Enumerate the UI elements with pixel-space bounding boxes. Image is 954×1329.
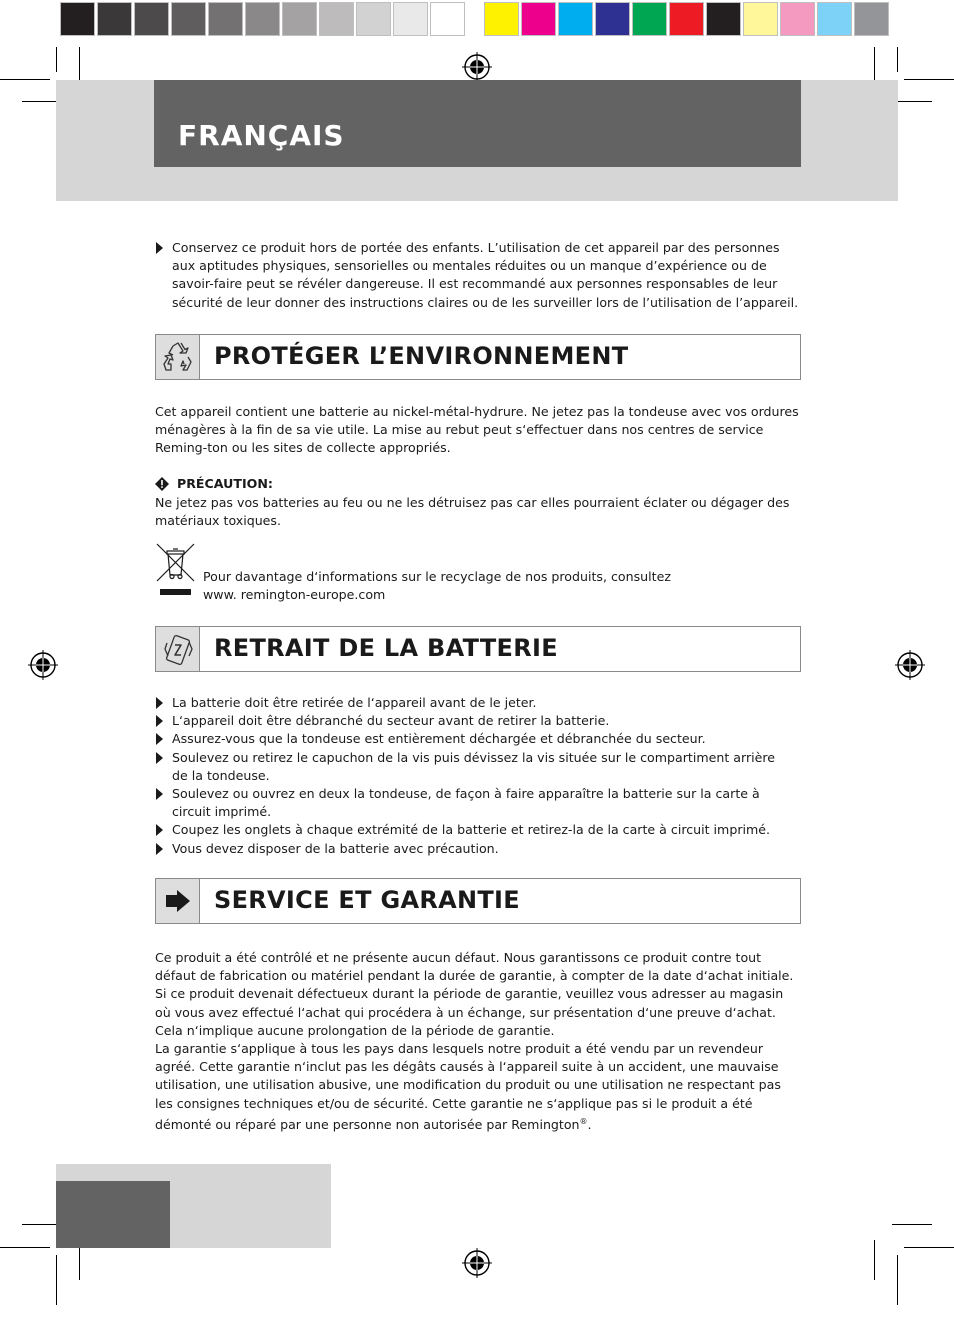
section-heading-warranty xyxy=(155,878,801,924)
list-item: Conservez ce produit hors de portée des enfants. L’utilisation de cet appareil par des personnes aux aptitudes physiques, sensorielles ou mentales réduites ou un manque d’expérience ou de savoir-faire peut se révéler dangereuse. Il est recommandé aux personnes responsables de leur sécurité de leur donner des instructions claires ou de les surveiller lors de l’utilisation de l’appareil. xyxy=(155,239,800,312)
list-item: Coupez les onglets à chaque extrémité de la batterie et retirez-la de la carte à circuit imprimé. xyxy=(155,821,800,839)
color-swatch xyxy=(669,2,704,36)
color-swatch xyxy=(521,2,556,36)
color-swatch xyxy=(484,2,519,36)
caution-heading xyxy=(155,476,273,491)
recycling-info xyxy=(203,568,671,604)
sentence-end: . xyxy=(587,1117,592,1133)
color-swatch xyxy=(817,2,852,36)
color-swatch xyxy=(97,2,132,36)
color-swatch xyxy=(208,2,243,36)
color-swatch xyxy=(356,2,391,36)
crop-mark xyxy=(892,1224,932,1225)
registered-mark: ® xyxy=(579,1116,588,1126)
list-item: Vous devez disposer de la batterie avec précaution. xyxy=(155,840,800,858)
color-swatch xyxy=(393,2,428,36)
registration-mark-icon xyxy=(895,650,925,680)
recycle-icon xyxy=(156,335,200,379)
section-title: PROTÉGER L’ENVIRONNEMENT xyxy=(214,342,629,370)
list-item: L‘appareil doit être débranché du secteur avant de retirer la batterie. xyxy=(155,712,800,730)
color-swatch xyxy=(595,2,630,36)
color-swatch xyxy=(743,2,778,36)
section-title: SERVICE ET GARANTIE xyxy=(214,886,520,914)
crop-mark xyxy=(874,1240,875,1280)
crop-mark xyxy=(892,101,932,102)
section-title: RETRAIT DE LA BATTERIE xyxy=(214,634,558,662)
recycling-info-line: Pour davantage d‘informations sur le recyclage de nos produits, consultez xyxy=(203,569,671,584)
website-link[interactable]: www. remington-europe.com xyxy=(203,587,386,603)
color-swatch xyxy=(854,2,889,36)
crop-mark xyxy=(56,1255,57,1305)
color-swatch xyxy=(632,2,667,36)
color-swatch xyxy=(319,2,354,36)
list-item: Soulevez ou retirez le capuchon de la vis puis dévissez la vis située sur le compartiment arrière de la tondeuse. xyxy=(155,749,800,785)
warranty-paragraph: Ce produit a été contrôlé et ne présente aucun défaut. Nous garantissons ce produit contre tout défaut de fabrication ou matériel pendant la durée de garantie, à compter de la date d‘achat initiale. Si ce produit devenait défectueux durant la période de garantie, veuillez vous adresser au magasin où vous avez effectué l‘achat qui procédera à un échange, sur présentation d‘une preuve d‘achat. Cela n‘implique aucune prolongation de la période de garantie. xyxy=(155,950,794,1038)
caution-label: PRÉCAUTION: xyxy=(177,476,273,491)
page-title: FRANÇAIS xyxy=(178,119,345,152)
caution-paragraph: Ne jetez pas vos batteries au feu ou ne les détruisez pas car elles pourraient éclater ou dégager des matériaux toxiques. xyxy=(155,495,790,529)
intro-bullet-list xyxy=(155,239,800,312)
color-swatch xyxy=(60,2,95,36)
warranty-paragraph xyxy=(155,1040,800,1134)
arrow-right-icon xyxy=(156,879,200,923)
color-swatch xyxy=(171,2,206,36)
warranty-terms: La garantie s‘applique à tous les pays dans lesquels notre produit a été vendu par un revendeur agréé. Cette garantie n‘inclut pas les dégâts causés à l‘appareil suite à un accident, une mauvaise utilisation, une utilisation abusive, une modification du produit ou une utilisation ne respectant pas les consignes techniques et/ou de sécurité. Cette garantie ne s‘applique pas si le produit a été démonté ou réparé par une personne non autorisée par Remington xyxy=(155,1041,781,1133)
environment-paragraph: Cet appareil contient une batterie au nickel-métal-hydrure. Ne jetez pas la tondeuse avec vos ordures ménagères à la fin de sa vie utile. La mise au rebut peut s‘effectuer dans nos centres de service Reming-ton ou les sites de collecte appropriés. xyxy=(155,404,799,456)
crossed-bin-icon xyxy=(156,543,196,601)
crop-mark xyxy=(0,1247,50,1248)
registration-mark-icon xyxy=(28,650,58,680)
crop-mark xyxy=(904,79,954,80)
color-swatch xyxy=(134,2,169,36)
registration-mark-icon xyxy=(462,52,492,82)
color-swatch xyxy=(245,2,280,36)
crop-mark xyxy=(0,79,50,80)
crop-mark xyxy=(904,1247,954,1248)
process-color-bar xyxy=(484,2,891,38)
caution-icon xyxy=(155,477,169,491)
battery-removal-icon xyxy=(156,627,200,671)
color-swatch xyxy=(780,2,815,36)
crop-mark xyxy=(897,1255,898,1305)
color-swatch xyxy=(282,2,317,36)
crop-mark xyxy=(56,47,57,72)
list-item: Soulevez ou ouvrez en deux la tondeuse, de façon à faire apparaître la batterie sur la carte à circuit imprimé. xyxy=(155,785,800,821)
list-item: Assurez-vous que la tondeuse est entièrement déchargée et débranchée du secteur. xyxy=(155,730,800,748)
color-swatch xyxy=(558,2,593,36)
warranty-text xyxy=(155,949,800,1134)
footer-page-box xyxy=(56,1181,170,1248)
battery-steps-list xyxy=(155,694,800,858)
grayscale-color-bar xyxy=(60,2,467,38)
section-heading-battery xyxy=(155,626,801,672)
color-swatch xyxy=(430,2,465,36)
section-heading-environment xyxy=(155,334,801,380)
registration-mark-icon xyxy=(462,1248,492,1278)
color-swatch xyxy=(706,2,741,36)
crop-mark xyxy=(897,47,898,72)
list-item: La batterie doit être retirée de l‘appareil avant de le jeter. xyxy=(155,694,800,712)
